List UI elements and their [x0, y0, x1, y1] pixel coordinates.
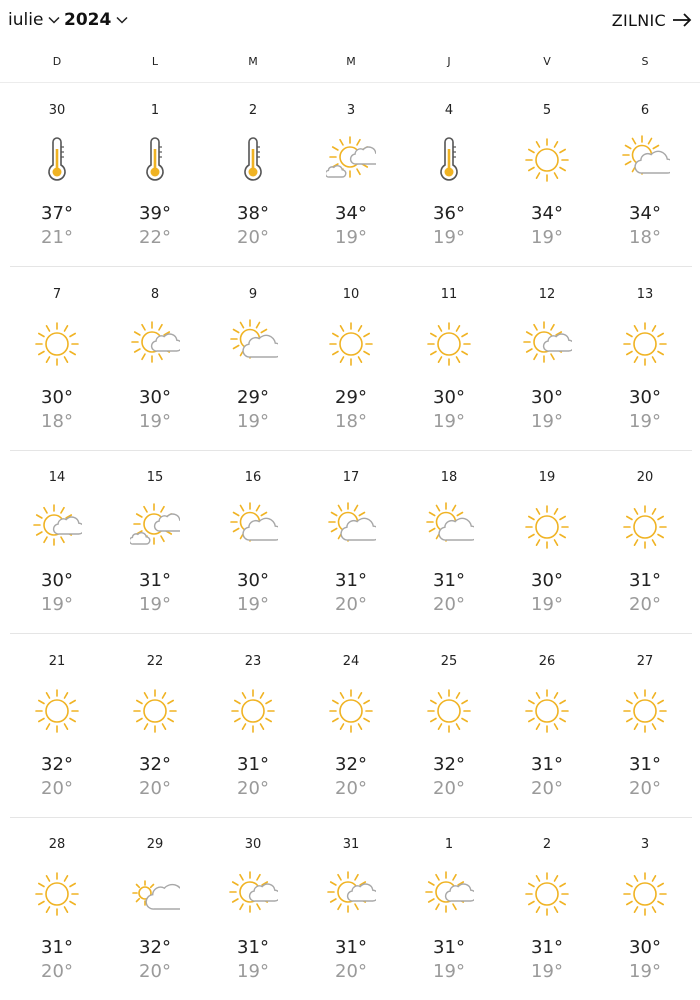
day-number: 3: [640, 837, 650, 852]
day-cell[interactable]: [8, 267, 106, 450]
day-number: 19: [538, 470, 556, 485]
day-number: 31: [342, 837, 360, 852]
sun-icon: [326, 319, 376, 369]
week-row: [10, 634, 692, 818]
day-number: 6: [640, 103, 650, 118]
min-temperature: 20°: [139, 777, 171, 799]
min-temperature: 20°: [139, 961, 171, 982]
day-number: 3: [346, 103, 356, 118]
week-row: [10, 267, 692, 451]
day-cell[interactable]: [302, 267, 400, 450]
sun-icon: [620, 686, 670, 736]
day-number: 1: [444, 837, 454, 852]
max-temperature: 30°: [139, 386, 171, 408]
weekday-label: M: [346, 55, 356, 68]
sun-behind-cloud-icon: [228, 319, 278, 369]
day-number: 5: [542, 103, 552, 118]
day-number: 12: [538, 286, 556, 302]
day-cell[interactable]: [596, 450, 694, 633]
day-cell[interactable]: [106, 83, 204, 266]
min-temperature: 22°: [139, 227, 171, 248]
max-temperature: 36°: [433, 203, 465, 224]
min-temperature: 20°: [237, 777, 269, 799]
weekday-header: [0, 48, 700, 83]
thermometer-icon: [228, 135, 278, 185]
year-label: 2024: [64, 10, 112, 30]
day-number: 17: [342, 470, 360, 485]
cloud-with-sun-icon: [130, 869, 180, 919]
min-temperature: 20°: [629, 594, 661, 615]
day-number: 21: [48, 653, 66, 669]
sun-small-cloud-icon: [522, 319, 572, 369]
day-cell[interactable]: [302, 450, 400, 633]
day-number: 1: [150, 103, 160, 118]
weekday-label: J: [447, 55, 451, 68]
day-cell[interactable]: [400, 267, 498, 450]
sun-small-cloud-icon: [32, 502, 82, 552]
min-temperature: 19°: [433, 410, 465, 432]
day-cell[interactable]: [596, 267, 694, 450]
day-number: 20: [636, 470, 654, 485]
day-cell[interactable]: [204, 267, 302, 450]
year-selector[interactable]: [64, 8, 129, 32]
max-temperature: 34°: [531, 203, 563, 224]
day-cell[interactable]: [8, 817, 106, 1000]
min-temperature: 19°: [629, 961, 661, 982]
sun-behind-cloud-icon: [228, 502, 278, 552]
day-cell[interactable]: [204, 450, 302, 633]
sun-icon: [326, 686, 376, 736]
sun-small-cloud-icon: [326, 869, 376, 919]
day-number: 30: [244, 837, 262, 852]
day-cell[interactable]: [204, 634, 302, 817]
week-row: [10, 83, 692, 267]
month-selector[interactable]: [8, 8, 61, 32]
max-temperature: 34°: [335, 203, 367, 224]
max-temperature: 31°: [433, 570, 465, 591]
max-temperature: 34°: [629, 203, 661, 224]
weekday-label: D: [52, 55, 62, 68]
day-number: 26: [538, 653, 556, 669]
max-temperature: 31°: [433, 937, 465, 958]
day-cell[interactable]: [106, 634, 204, 817]
day-cell[interactable]: [8, 83, 106, 266]
max-temperature: 30°: [41, 570, 73, 591]
day-cell[interactable]: [596, 83, 694, 266]
day-cell[interactable]: [302, 83, 400, 266]
min-temperature: 18°: [335, 410, 367, 432]
max-temperature: 38°: [237, 203, 269, 224]
sun-icon: [620, 319, 670, 369]
min-temperature: 20°: [531, 777, 563, 799]
sun-behind-cloud-icon: [424, 502, 474, 552]
min-temperature: 18°: [629, 227, 661, 248]
day-number: 9: [248, 286, 258, 302]
day-number: 22: [146, 653, 164, 669]
max-temperature: 39°: [139, 203, 171, 224]
day-cell[interactable]: [400, 817, 498, 1000]
chevron-down-icon: [47, 13, 61, 27]
thermometer-icon: [130, 135, 180, 185]
min-temperature: 19°: [335, 227, 367, 248]
thermometer-icon: [32, 135, 82, 185]
day-cell[interactable]: [596, 634, 694, 817]
arrow-right-icon: [672, 12, 692, 28]
min-temperature: 20°: [335, 777, 367, 799]
min-temperature: 20°: [335, 594, 367, 615]
sun-icon: [424, 319, 474, 369]
sun-icon: [130, 686, 180, 736]
day-number: 29: [146, 837, 164, 852]
day-cell[interactable]: [596, 817, 694, 1000]
sun-small-cloud-icon: [228, 869, 278, 919]
max-temperature: 31°: [531, 937, 563, 958]
day-cell[interactable]: [204, 817, 302, 1000]
day-cell[interactable]: [106, 450, 204, 633]
max-temperature: 30°: [531, 570, 563, 591]
day-cell[interactable]: [204, 83, 302, 266]
min-temperature: 19°: [531, 410, 563, 432]
min-temperature: 19°: [139, 594, 171, 615]
day-number: 10: [342, 286, 360, 302]
weekday-label: V: [543, 55, 551, 68]
max-temperature: 37°: [41, 203, 73, 224]
sun-behind-cloud-icon: [326, 502, 376, 552]
min-temperature: 19°: [139, 410, 171, 432]
daily-link-label: ZILNIC: [611, 10, 666, 30]
sun-small-cloud-icon: [130, 319, 180, 369]
day-cell[interactable]: [498, 83, 596, 266]
day-cell[interactable]: [106, 267, 204, 450]
max-temperature: 31°: [237, 937, 269, 958]
max-temperature: 31°: [41, 937, 73, 958]
day-number: 18: [440, 470, 458, 485]
day-number: 4: [444, 103, 454, 118]
sun-icon: [620, 502, 670, 552]
sun-icon: [32, 319, 82, 369]
sun-icon: [620, 869, 670, 919]
min-temperature: 19°: [531, 227, 563, 248]
max-temperature: 30°: [237, 570, 269, 591]
min-temperature: 20°: [41, 961, 73, 982]
max-temperature: 32°: [335, 753, 367, 775]
min-temperature: 19°: [433, 961, 465, 982]
max-temperature: 31°: [139, 570, 171, 591]
min-temperature: 20°: [433, 777, 465, 799]
calendar-header: [0, 0, 700, 40]
max-temperature: 31°: [531, 753, 563, 775]
day-number: 24: [342, 653, 360, 669]
min-temperature: 19°: [433, 227, 465, 248]
month-label: iulie: [8, 10, 44, 30]
sun-icon: [522, 502, 572, 552]
max-temperature: 31°: [335, 937, 367, 958]
day-number: 2: [248, 103, 258, 118]
min-temperature: 18°: [41, 410, 73, 432]
day-number: 28: [48, 837, 66, 852]
sun-with-clouds-icon: [130, 502, 180, 552]
max-temperature: 32°: [433, 753, 465, 775]
max-temperature: 31°: [629, 753, 661, 775]
max-temperature: 32°: [139, 753, 171, 775]
chevron-down-icon: [115, 13, 129, 27]
weekday-label: S: [641, 55, 649, 68]
day-number: 30: [48, 103, 66, 118]
max-temperature: 30°: [629, 937, 661, 958]
max-temperature: 31°: [335, 570, 367, 591]
sun-with-clouds-icon: [326, 135, 376, 185]
min-temperature: 19°: [41, 594, 73, 615]
day-number: 25: [440, 653, 458, 669]
week-row: [10, 450, 692, 634]
day-number: 13: [636, 286, 654, 302]
min-temperature: 19°: [629, 410, 661, 432]
day-number: 23: [244, 653, 262, 669]
max-temperature: 30°: [629, 386, 661, 408]
day-cell[interactable]: [302, 634, 400, 817]
min-temperature: 19°: [237, 594, 269, 615]
max-temperature: 32°: [139, 937, 171, 958]
max-temperature: 32°: [41, 753, 73, 775]
min-temperature: 19°: [237, 961, 269, 982]
min-temperature: 20°: [629, 777, 661, 799]
min-temperature: 20°: [433, 594, 465, 615]
day-number: 11: [440, 286, 458, 302]
day-cell[interactable]: [400, 450, 498, 633]
thermometer-icon: [424, 135, 474, 185]
day-number: 2: [542, 837, 552, 852]
max-temperature: 31°: [629, 570, 661, 591]
min-temperature: 20°: [41, 777, 73, 799]
day-number: 7: [52, 286, 62, 302]
min-temperature: 19°: [531, 594, 563, 615]
day-cell[interactable]: [8, 634, 106, 817]
min-temperature: 20°: [335, 961, 367, 982]
sun-icon: [32, 869, 82, 919]
day-number: 16: [244, 470, 262, 485]
day-cell[interactable]: [498, 634, 596, 817]
sun-icon: [424, 686, 474, 736]
max-temperature: 29°: [335, 386, 367, 408]
max-temperature: 30°: [531, 386, 563, 408]
max-temperature: 31°: [237, 753, 269, 775]
day-number: 27: [636, 653, 654, 669]
day-cell[interactable]: [498, 450, 596, 633]
max-temperature: 30°: [433, 386, 465, 408]
day-number: 14: [48, 470, 66, 485]
weekday-label: L: [151, 55, 159, 68]
min-temperature: 19°: [531, 961, 563, 982]
day-cell[interactable]: [8, 450, 106, 633]
sun-icon: [522, 869, 572, 919]
min-temperature: 19°: [237, 410, 269, 432]
day-cell[interactable]: [498, 267, 596, 450]
day-cell[interactable]: [498, 817, 596, 1000]
day-cell[interactable]: [400, 634, 498, 817]
max-temperature: 29°: [237, 386, 269, 408]
sun-icon: [32, 686, 82, 736]
day-number: 8: [150, 286, 160, 302]
day-cell[interactable]: [400, 83, 498, 266]
weekday-label: M: [248, 55, 258, 68]
day-number: 15: [146, 470, 164, 485]
sun-icon: [228, 686, 278, 736]
day-cell[interactable]: [106, 817, 204, 1000]
daily-forecast-link[interactable]: [612, 8, 692, 32]
day-cell[interactable]: [302, 817, 400, 1000]
min-temperature: 21°: [41, 227, 73, 248]
sun-behind-cloud-icon: [620, 135, 670, 185]
max-temperature: 30°: [41, 386, 73, 408]
sun-icon: [522, 135, 572, 185]
week-row: [10, 817, 692, 1000]
min-temperature: 20°: [237, 227, 269, 248]
sun-small-cloud-icon: [424, 869, 474, 919]
sun-icon: [522, 686, 572, 736]
